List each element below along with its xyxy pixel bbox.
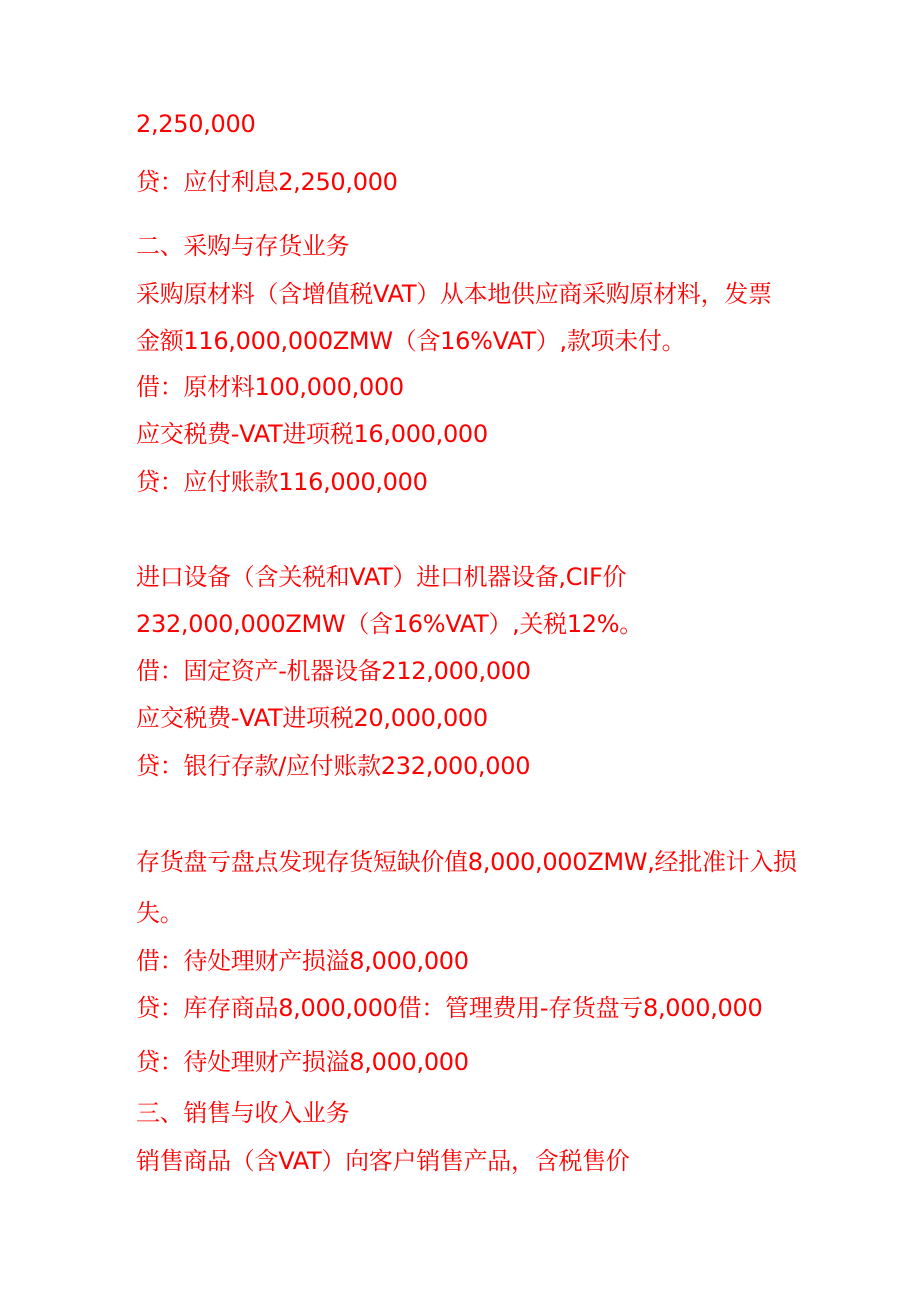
text-line: 借：待处理财产损溢8,000,000 bbox=[136, 947, 469, 975]
text-line: 贷：应付账款116,000,000 bbox=[136, 468, 428, 496]
text-line: 借：原材料100,000,000 bbox=[136, 373, 404, 401]
text-line: 销售商品（含VAT）向客户销售产品，含税售价 bbox=[136, 1147, 630, 1175]
text-line: 贷：应付利息2,250,000 bbox=[136, 168, 398, 196]
section-heading: 三、销售与收入业务 bbox=[136, 1099, 350, 1127]
text-line: 采购原材料（含增值税VAT）从本地供应商采购原材料，发票 bbox=[136, 280, 772, 308]
text-line: 贷：银行存款/应付账款232,000,000 bbox=[136, 752, 531, 780]
section-heading: 二、采购与存货业务 bbox=[136, 232, 350, 260]
text-line: 应交税费-VAT进项税16,000,000 bbox=[136, 420, 488, 448]
text-line: 2,250,000 bbox=[136, 110, 256, 138]
text-line: 应交税费-VAT进项税20,000,000 bbox=[136, 704, 488, 732]
text-line: 232,000,000ZMW（含16%VAT）,关税12%。 bbox=[136, 610, 643, 638]
text-line: 失。 bbox=[136, 899, 184, 927]
text-line: 进口设备（含关税和VAT）进口机器设备,CIF价 bbox=[136, 563, 627, 591]
text-line: 金额116,000,000ZMW（含16%VAT）,款项未付。 bbox=[136, 327, 686, 355]
text-line: 存货盘亏盘点发现存货短缺价值8,000,000ZMW,经批准计入损 bbox=[136, 848, 797, 876]
text-line: 借：固定资产-机器设备212,000,000 bbox=[136, 657, 531, 685]
text-line: 贷：库存商品8,000,000借：管理费用-存货盘亏8,000,000 bbox=[136, 994, 763, 1022]
text-line: 贷：待处理财产损溢8,000,000 bbox=[136, 1048, 469, 1076]
